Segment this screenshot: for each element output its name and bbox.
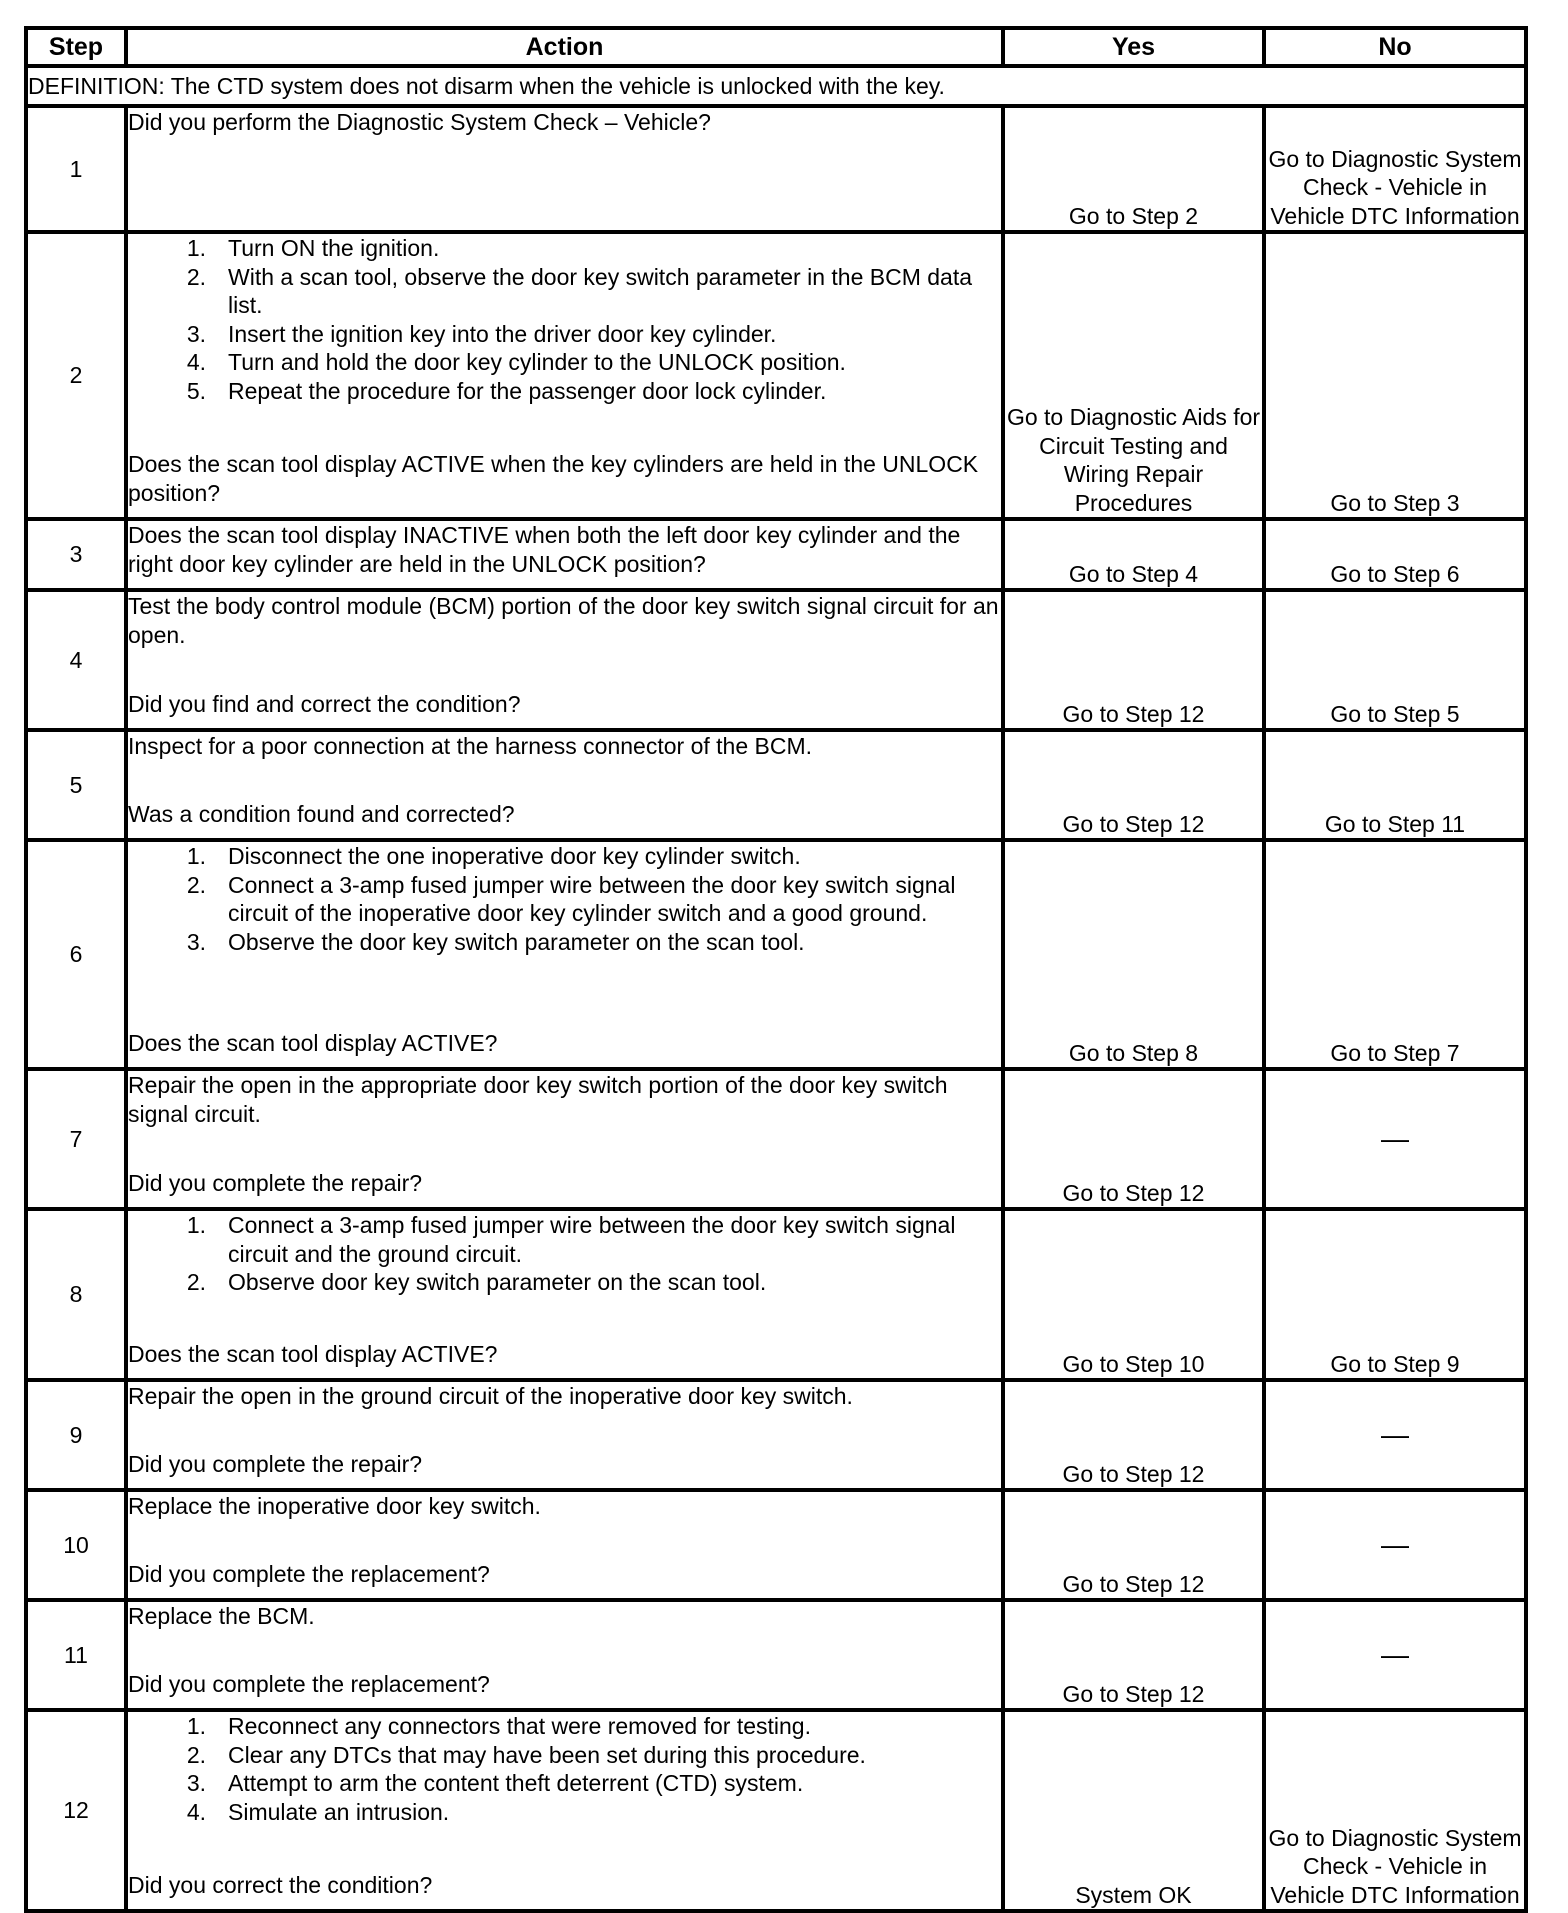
action-cell [126,1380,1003,1490]
header-action: Action [126,28,1003,66]
list-item-number: 1. [186,1212,206,1238]
list-item-number: 1. [186,235,206,261]
list-item [128,1211,1001,1268]
step-number: 11 [26,1600,126,1710]
procedure-list [128,842,1001,956]
yes-result: Go to Step 12 [1003,730,1264,840]
list-item [128,1268,1001,1297]
action-question: Did you find and correct the condition? [128,690,521,717]
action-text: Replace the BCM. [128,1603,315,1629]
no-result: Go to Step 5 [1264,590,1526,730]
list-item-text: Observe door key switch parameter on the scan tool. [228,1269,767,1295]
yes-result: Go to Step 8 [1003,840,1264,1069]
procedure-list [128,234,1001,405]
action-cell [126,1209,1003,1380]
yes-result: Go to Step 12 [1003,1600,1264,1710]
list-item [128,263,1001,320]
action-cell [126,1600,1003,1710]
yes-result: Go to Step 12 [1003,590,1264,730]
list-item-text: Turn and hold the door key cylinder to the UNLOCK position. [228,349,846,375]
list-item-number: 5. [186,377,206,404]
list-item [128,234,1001,263]
no-result: — [1264,1490,1526,1600]
list-item-number: 1. [186,1713,206,1739]
action-cell [126,590,1003,730]
action-cell [126,1490,1003,1600]
yes-result: Go to Step 12 [1003,1380,1264,1490]
list-item-number: 2. [186,1741,206,1768]
action-question: Does the scan tool display ACTIVE when the key cylinders are held in the UNLOCK position? [128,451,979,506]
action-cell [126,730,1003,840]
list-item-number: 2. [186,1269,206,1295]
procedure-list [128,1712,1001,1826]
table-row [26,1069,1526,1209]
list-item-text: With a scan tool, observe the door key switch parameter in the BCM data list. [228,263,973,318]
yes-result: Go to Step 2 [1003,106,1264,232]
diagnostic-table [24,26,1528,1913]
header-no: No [1264,28,1526,66]
list-item-text: Attempt to arm the content theft deterrent (CTD) system. [228,1770,804,1796]
list-item-number: 3. [186,928,206,955]
no-result: Go to Diagnostic System Check - Vehicle in Vehicle DTC Information [1264,106,1526,232]
step-number: 12 [26,1710,126,1911]
list-item [128,1712,1001,1741]
step-number: 8 [26,1209,126,1380]
yes-result: Go to Step 4 [1003,519,1264,590]
action-question: Did you complete the repair? [128,1450,423,1477]
step-number: 3 [26,519,126,590]
action-question: Does the scan tool display ACTIVE? [128,1029,498,1056]
no-result: Go to Step 3 [1264,232,1526,519]
list-item-text: Reconnect any connectors that were removed for testing. [228,1713,811,1739]
list-item [128,1741,1001,1770]
list-item-text: Simulate an intrusion. [228,1798,450,1825]
header-row [26,28,1526,66]
list-item-text: Insert the ignition key into the driver door key cylinder. [228,320,777,347]
table-row [26,232,1526,519]
action-text: Replace the inoperative door key switch. [128,1493,541,1519]
action-cell [126,1069,1003,1209]
list-item-text: Disconnect the one inoperative door key cylinder switch. [228,843,801,869]
yes-result: Go to Step 10 [1003,1209,1264,1380]
list-item [128,320,1001,349]
table-row [26,1710,1526,1911]
header-yes: Yes [1003,28,1264,66]
action-text: Did you perform the Diagnostic System Check – Vehicle? [128,109,711,135]
list-item [128,928,1001,957]
action-question: Did you complete the replacement? [128,1560,490,1587]
action-question: Did you complete the replacement? [128,1670,490,1697]
action-question: Does the scan tool display ACTIVE? [128,1340,498,1367]
no-result: Go to Step 7 [1264,840,1526,1069]
action-question: Was a condition found and corrected? [128,800,515,827]
action-cell [126,1710,1003,1911]
no-result: — [1264,1380,1526,1490]
yes-result: Go to Step 12 [1003,1069,1264,1209]
yes-result: Go to Diagnostic Aids for Circuit Testing and Wiring Repair Procedures [1003,232,1264,519]
list-item [128,842,1001,871]
no-result: — [1264,1600,1526,1710]
step-number: 9 [26,1380,126,1490]
action-text: Does the scan tool display INACTIVE when both the left door key cylinder and the right door key cylinder are held in the UNLOCK position? [128,522,961,577]
no-result: Go to Step 9 [1264,1209,1526,1380]
action-text: Repair the open in the ground circuit of the inoperative door key switch. [128,1383,853,1409]
no-result: Go to Step 6 [1264,519,1526,590]
list-item-number: 2. [186,263,206,290]
header-step: Step [26,28,126,66]
list-item-number: 3. [186,1770,206,1796]
list-item-text: Observe the door key switch parameter on the scan tool. [228,928,805,955]
list-item-number: 2. [186,871,206,898]
action-question: Did you complete the repair? [128,1169,423,1196]
action-text: Repair the open in the appropriate door key switch portion of the door key switch signal circuit. [128,1072,948,1127]
step-number: 1 [26,106,126,232]
list-item-text: Connect a 3-amp fused jumper wire between the door key switch signal circuit and the ground circuit. [228,1212,956,1267]
action-text: Test the body control module (BCM) portion of the door key switch signal circuit for an open. [128,593,999,648]
list-item [128,348,1001,377]
table-row [26,1380,1526,1490]
list-item-text: Repeat the procedure for the passenger door lock cylinder. [228,377,827,404]
list-item [128,871,1001,928]
list-item [128,377,1001,406]
table-row [26,590,1526,730]
table-row [26,519,1526,590]
action-cell [126,106,1003,232]
table-body [26,66,1526,1911]
list-item-number: 3. [186,320,206,347]
no-result: Go to Step 11 [1264,730,1526,840]
table-row [26,730,1526,840]
action-question: Did you correct the condition? [128,1871,433,1898]
list-item-text: Turn ON the ignition. [228,235,440,261]
step-number: 7 [26,1069,126,1209]
step-number: 6 [26,840,126,1069]
list-item-number: 4. [186,1798,206,1825]
list-item-number: 1. [186,843,206,869]
table-row [26,1209,1526,1380]
table-row [26,840,1526,1069]
no-result: — [1264,1069,1526,1209]
list-item [128,1798,1001,1827]
definition-text: DEFINITION: The CTD system does not disarm when the vehicle is unlocked with the key. [26,66,1526,106]
list-item-text: Clear any DTCs that may have been set during this procedure. [228,1741,866,1768]
procedure-list [128,1211,1001,1297]
definition-row [26,66,1526,106]
step-number: 2 [26,232,126,519]
table-row [26,1600,1526,1710]
table-row [26,106,1526,232]
list-item-number: 4. [186,349,206,375]
table-row [26,1490,1526,1600]
action-cell [126,840,1003,1069]
yes-result: Go to Step 12 [1003,1490,1264,1600]
yes-result: System OK [1003,1710,1264,1911]
no-result: Go to Diagnostic System Check - Vehicle in Vehicle DTC Information [1264,1710,1526,1911]
action-text: Inspect for a poor connection at the harness connector of the BCM. [128,733,813,759]
list-item-text: Connect a 3-amp fused jumper wire between the door key switch signal circuit of the inoperative door key cylinder switch and a good ground. [228,871,956,926]
step-number: 5 [26,730,126,840]
action-cell [126,232,1003,519]
list-item [128,1769,1001,1798]
action-cell [126,519,1003,590]
step-number: 4 [26,590,126,730]
step-number: 10 [26,1490,126,1600]
